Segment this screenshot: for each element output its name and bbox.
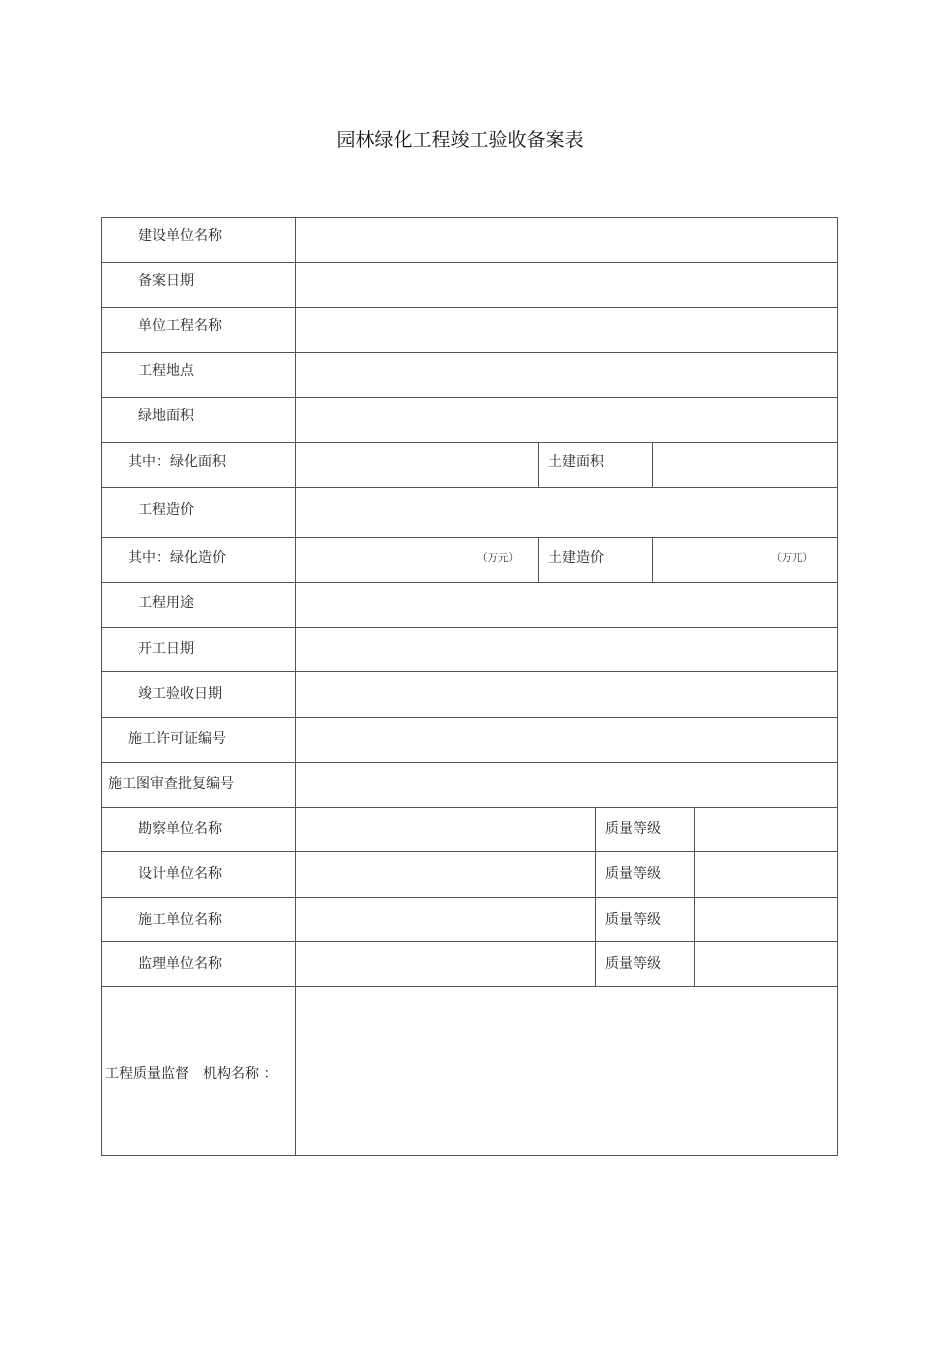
- page-title: 园林绿化工程竣工验收备案表: [336, 129, 584, 151]
- label-green-area: 绿地面积: [138, 408, 194, 424]
- label-civil-cost: 土建造价: [548, 550, 604, 566]
- civil-cost-unit: （万兀）: [771, 552, 813, 564]
- greening-area-field[interactable]: [296, 443, 538, 487]
- project-location-field[interactable]: [296, 353, 837, 397]
- supervision-quality-field[interactable]: [695, 942, 837, 986]
- label-quality-grade-construction: 质量等级: [605, 912, 661, 928]
- label-greening-cost: 其中：绿化造价: [128, 550, 226, 566]
- permit-no-field[interactable]: [296, 718, 837, 762]
- civil-area-field[interactable]: [653, 443, 837, 487]
- label-quality-grade-design: 质量等级: [605, 866, 661, 882]
- supervision-unit-field[interactable]: [296, 942, 595, 986]
- label-greening-area: 其中：绿化面积: [128, 454, 226, 470]
- quality-supervision-agency-field[interactable]: [296, 987, 837, 1155]
- label-quality-grade-survey: 质量等级: [605, 821, 661, 837]
- label-drawing-review-no: 施工图审查批复编号: [108, 776, 234, 792]
- label-permit-no: 施工许可证编号: [128, 731, 226, 747]
- civil-cost-field[interactable]: [653, 538, 763, 582]
- construction-quality-field[interactable]: [695, 898, 837, 941]
- label-project-location: 工程地点: [138, 363, 194, 379]
- survey-quality-field[interactable]: [695, 808, 837, 851]
- label-project-cost: 工程造价: [138, 502, 194, 518]
- label-acceptance-date: 竣工验收日期: [138, 686, 222, 702]
- filing-date-field[interactable]: [296, 263, 837, 307]
- green-area-field[interactable]: [296, 398, 837, 442]
- start-date-field[interactable]: [296, 628, 837, 671]
- acceptance-date-field[interactable]: [296, 672, 837, 717]
- project-cost-field[interactable]: [296, 488, 837, 537]
- label-supervision-unit: 监理单位名称: [138, 956, 222, 972]
- construction-unit-field[interactable]: [296, 218, 837, 262]
- drawing-review-no-field[interactable]: [296, 763, 837, 807]
- construction-company-field[interactable]: [296, 898, 595, 941]
- label-filing-date: 备案日期: [138, 273, 194, 289]
- label-civil-area: 土建面积: [548, 454, 604, 470]
- greening-cost-field[interactable]: [296, 538, 466, 582]
- label-construction-unit: 建设单位名称: [138, 228, 222, 244]
- label-design-unit: 设计单位名称: [138, 866, 222, 882]
- survey-unit-field[interactable]: [296, 808, 595, 851]
- label-project-use: 工程用途: [138, 595, 194, 611]
- design-unit-field[interactable]: [296, 852, 595, 897]
- label-unit-project: 单位工程名称: [138, 318, 222, 334]
- greening-cost-unit: （万元）: [477, 552, 519, 564]
- project-use-field[interactable]: [296, 583, 837, 627]
- design-quality-field[interactable]: [695, 852, 837, 897]
- label-survey-unit: 勘察单位名称: [138, 821, 222, 837]
- label-quality-supervision-agency: 工程质量监督 机构名称 ：: [105, 1066, 278, 1082]
- label-start-date: 开工日期: [138, 641, 194, 657]
- label-quality-grade-supervision: 质量等级: [605, 956, 661, 972]
- label-construction-company: 施工单位名称: [138, 912, 222, 928]
- unit-project-field[interactable]: [296, 308, 837, 352]
